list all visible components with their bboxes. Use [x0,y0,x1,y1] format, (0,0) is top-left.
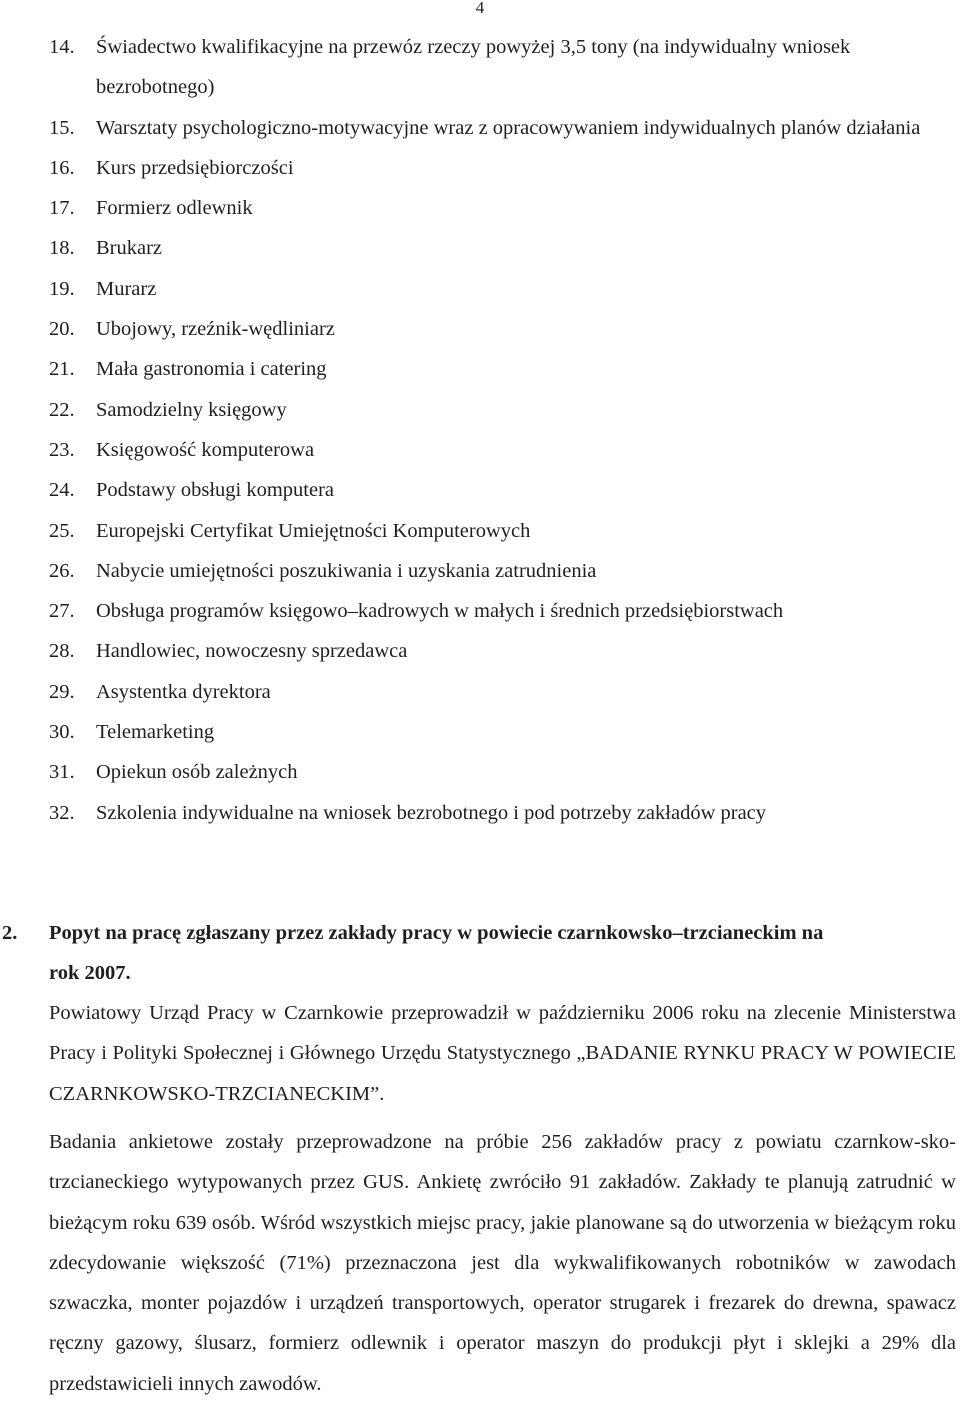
list-item-number: 29. [49,680,75,703]
list-item [49,349,949,389]
list-item-number: 22. [49,398,75,421]
list-item-text: Opiekun osób zależnych [96,761,298,784]
list-item [49,430,949,470]
list-item-number: 32. [49,801,75,824]
list-item-text: Murarz [96,277,157,300]
list-item-text: Kurs przedsiębiorczości [96,156,294,179]
list-item [49,188,949,228]
list-item-text: Świadectwo kwalifikacyjne na przewóz rzeczy powyżej 3,5 tony (na indywidualny wniosek bezrobotnego) [96,36,851,99]
list-item [49,631,949,671]
paragraph-survey-results: Badania ankietowe zostały przeprowadzone na próbie 256 zakładów pracy z powiatu czarnkow-sko-trzcianeckiego wytypowanych przez GUS. Ankietę zwróciło 91 zakładów. Zakłady te planują zatrudnić w bieżącym roku 639 osób. Wśród wszystkich miejsc pracy, jakie planowane są do utworzenia w bieżącym roku zdecydowanie większość (71%) przeznaczona jest dla wykwalifikowanych robotników w zawodach szwaczka, monter pojazdów i urządzeń transportowych, operator strugarek i frezarek do drewna, spawacz ręczny gazowy, ślusarz, formierz odlewnik i operator maszyn do produkcji płyt i sklejki a 29% dla przedstawicieli innych zawodów. [49,1131,956,1395]
list-item [49,591,949,631]
list-item-number: 25. [49,519,75,542]
list-item-text: Telemarketing [96,721,215,744]
list-item-number: 30. [49,721,75,744]
list-item [49,228,949,268]
list-item-text: Warsztaty psychologiczno-motywacyjne wraz z opracowywaniem indywidualnych planów działania [96,116,921,139]
list-item [49,27,949,108]
list-item [49,390,949,430]
list-item-number: 19. [49,277,75,300]
page-number: 4 [475,0,485,17]
list-item [49,793,949,833]
list-item [49,672,949,712]
list-item-number: 23. [49,438,75,461]
list-item-text: Ubojowy, rzeźnik-wędliniarz [96,318,335,341]
list-item-number: 31. [49,761,75,784]
list-item-number: 14. [49,36,75,58]
list-item [49,752,949,792]
list-item [49,470,949,510]
list-item-text: Formierz odlewnik [96,197,253,220]
list-item-text: Asystentka dyrektora [96,680,271,703]
list-item-text: Księgowość komputerowa [96,438,315,461]
section-title: Popyt na pracę zgłaszany przez zakłady pracy w powiecie czarnkowsko–trzcianeckim na [49,922,824,944]
list-item-text: Europejski Certyfikat Umiejętności Komputerowych [96,519,531,542]
list-item [49,269,949,309]
list-item-number: 28. [49,640,75,663]
list-item-number: 15. [49,116,75,139]
training-list [49,27,949,833]
paragraph-survey-intro: Powiatowy Urząd Pracy w Czarnkowie przeprowadził w październiku 2006 roku na zlecenie Ministerstwa Pracy i Polityki Społecznej i Głównego Urzędu Statystycznego „BADANIE RYNKU PRACY W POWIECIE CZARNKOWSKO-TRZCIANECKIM”. [49,1002,956,1105]
list-item [49,511,949,551]
list-item-number: 20. [49,318,75,341]
list-item-number: 18. [49,237,75,260]
list-item-text: Mała gastronomia i catering [96,358,327,381]
list-item-text: Samodzielny księgowy [96,398,287,421]
list-item-text: Brukarz [96,237,163,260]
list-item-number: 24. [49,479,75,502]
list-item [49,309,949,349]
list-item-number: 16. [49,156,75,179]
list-item-text: Nabycie umiejętności poszukiwania i uzyskania zatrudnienia [96,559,597,582]
list-item [49,108,949,148]
list-item-text: Obsługa programów księgowo–kadrowych w małych i średnich przedsiębiorstwach [96,600,784,623]
list-item-number: 26. [49,559,75,582]
list-item-number: 27. [49,600,75,623]
list-item-text: Handlowiec, nowoczesny sprzedawca [96,640,408,663]
list-item [49,551,949,591]
section-title-continuation: rok 2007. [49,962,131,984]
list-item [49,712,949,752]
list-item-number: 21. [49,358,75,381]
section-heading [2,913,957,993]
list-item-text: Szkolenia indywidualne na wniosek bezrobotnego i pod potrzeby zakładów pracy [96,801,767,824]
section-number: 2. [2,922,18,944]
list-item-text: Podstawy obsługi komputera [96,479,335,502]
list-item [49,148,949,188]
list-item-number: 17. [49,197,75,220]
